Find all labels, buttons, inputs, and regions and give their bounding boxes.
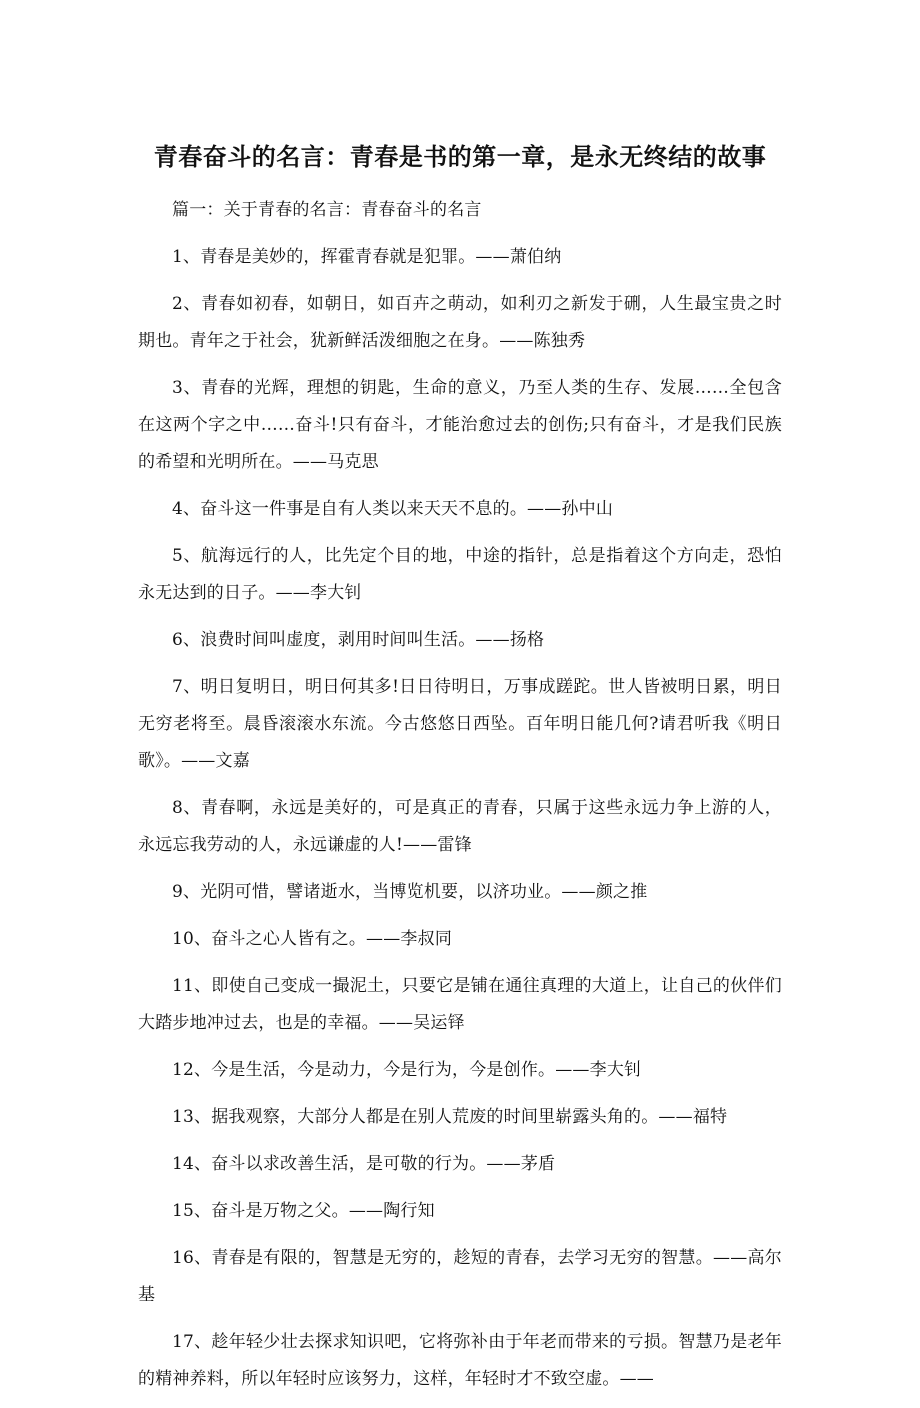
- quote-10: 10、奋斗之心人皆有之。——李叔同: [172, 929, 453, 949]
- quote-8: 8、青春啊，永远是美好的，可是真正的青春，只属于这些永远力争上游的人，永远忘我劳动的人，永远谦虚的人!——雷锋: [138, 798, 782, 855]
- document-page: [138, 140, 782, 1408]
- quote-12: 12、今是生活，今是动力，今是行为，今是创作。——李大钊: [172, 1060, 642, 1080]
- quote-9: 9、光阴可惜，譬诸逝水，当博览机要，以济功业。——颜之推: [172, 882, 648, 902]
- quote-7: 7、明日复明日，明日何其多!日日待明日，万事成蹉跎。世人皆被明日累，明日无穷老将至。晨昏滚滚水东流。今古悠悠日西坠。百年明日能几何?请君听我《明日歌》。——文嘉: [138, 677, 782, 771]
- quote-6: 6、浪费时间叫虚度，剥用时间叫生活。——扬格: [172, 630, 545, 650]
- section-heading: 篇一：关于青春的名言：青春奋斗的名言: [172, 200, 482, 220]
- quote-4: 4、奋斗这一件事是自有人类以来天天不息的。——孙中山: [172, 499, 614, 519]
- quote-17: 17、趁年轻少壮去探求知识吧，它将弥补由于年老而带来的亏损。智慧乃是老年的精神养料，所以年轻时应该努力，这样，年轻时才不致空虚。——: [138, 1332, 782, 1389]
- quote-11: 11、即使自己变成一撮泥土，只要它是铺在通往真理的大道上，让自己的伙伴们大踏步地冲过去，也是的幸福。——吴运铎: [138, 976, 782, 1033]
- quote-15: 15、奋斗是万物之父。——陶行知: [172, 1201, 435, 1221]
- quote-13: 13、据我观察，大部分人都是在别人荒废的时间里崭露头角的。——福特: [172, 1107, 728, 1127]
- quote-1: 1、青春是美妙的，挥霍青春就是犯罪。——萧伯纳: [172, 247, 562, 267]
- quote-16: 16、青春是有限的，智慧是无穷的，趁短的青春，去学习无穷的智慧。——高尔基: [138, 1248, 782, 1305]
- quote-14: 14、奋斗以求改善生活，是可敬的行为。——茅盾: [172, 1154, 556, 1174]
- quote-3: 3、青春的光辉，理想的钥匙，生命的意义，乃至人类的生存、发展……全包含在这两个字之中……奋斗!只有奋斗，才能治愈过去的创伤;只有奋斗，才是我们民族的希望和光明所在。——马克思: [138, 378, 782, 472]
- quote-5: 5、航海远行的人，比先定个目的地，中途的指针，总是指着这个方向走，恐怕永无达到的日子。——李大钊: [138, 546, 782, 603]
- quote-2: 2、青春如初春，如朝日，如百卉之萌动，如利刃之新发于硎，人生最宝贵之时期也。青年之于社会，犹新鲜活泼细胞之在身。——陈独秀: [138, 294, 782, 351]
- document-title: 青春奋斗的名言：青春是书的第一章，是永无终结的故事: [153, 143, 767, 171]
